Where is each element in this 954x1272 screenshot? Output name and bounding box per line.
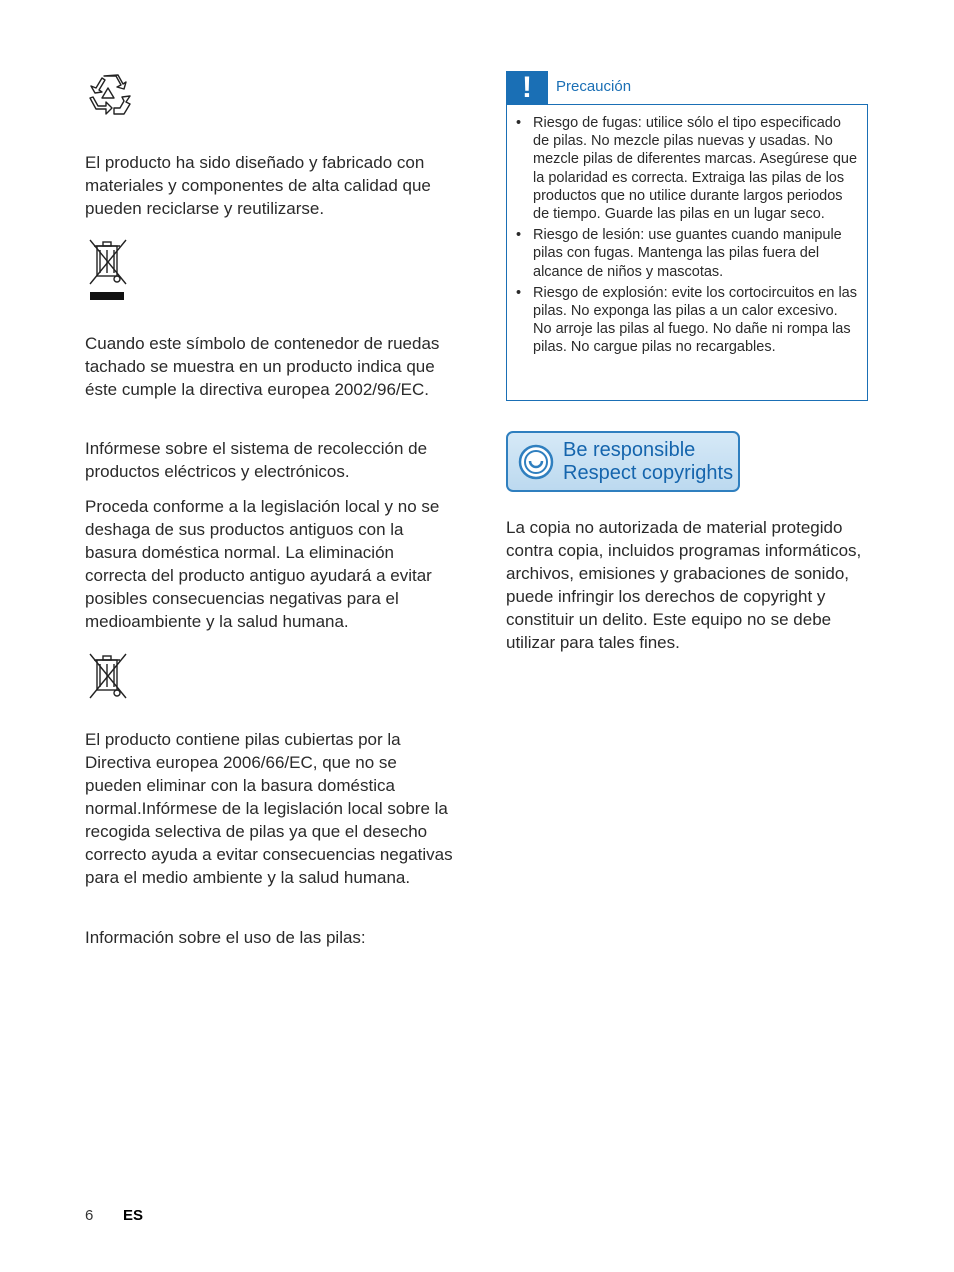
copyright-paragraph: La copia no autorizada de material protegido contra copia, incluidos programas informáticos, archivos, emisiones y grabaciones de sonido, puede infringir los derechos de copyright y constituir un delito. Este equipo no se debe utilizar para tales fines. — [506, 518, 862, 652]
recycle-paragraph: El producto ha sido diseñado y fabricado con materiales y componentes de alta calidad que pueden reciclarse y reutilizarse. — [85, 153, 431, 218]
recycle-icon — [86, 70, 134, 120]
collection-paragraph: Infórmese sobre el sistema de recolección de productos eléctricos y electrónicos. — [85, 439, 428, 481]
weee-paragraph: Cuando este símbolo de contenedor de ruedas tachado se muestra en un producto indica que éste cumple la directiva europea 2002/96/EC. — [85, 334, 440, 399]
disposal-paragraph: Proceda conforme a la legislación local y no se deshaga de sus productos antiguos con la basura doméstica normal. La eliminación correcta del producto antiguo ayudará a evitar posibles consecuencias negativas para el medioambiente y la salud humana. — [85, 497, 440, 631]
be-responsible-badge — [506, 431, 740, 492]
crossed-bin-icon — [86, 238, 130, 302]
page-number: 6 — [85, 1207, 94, 1224]
battery-paragraph: El producto contiene pilas cubiertas por la Directiva europea 2006/66/EC, que no se pueden eliminar con la basura doméstica normal.Infórmese de la legislación local sobre la recogida selectiva de pilas ya que el desecho correcto ayuda a evitar consecuencias negativas para el medio ambiente y la salud humana. — [85, 730, 453, 887]
caution-item-leak: • Riesgo de fugas: utilice sólo el tipo especificado de pilas. No mezcle pilas nuevas y usadas. No mezcle pilas de diferentes marcas. Asegúrese que la polaridad es correcta. Extraiga las pilas de los productos que no utilice durante largos periodos de tiempo. Guarde las pilas en un lugar seco. — [533, 114, 859, 223]
badge-line1: Be responsible — [563, 439, 696, 461]
caution-header — [506, 71, 870, 105]
caution-title: Precaución — [556, 78, 632, 95]
warning-icon: ! — [506, 71, 548, 104]
battery-info-heading: Información sobre el uso de las pilas: — [85, 928, 366, 947]
language-code: ES — [123, 1207, 144, 1224]
badge-logo-icon — [518, 444, 554, 480]
caution-item-explosion: • Riesgo de explosión: evite los cortocircuitos en las pilas. No exponga las pilas a un calor excesivo. No arroje las pilas al fuego. No dañe ni rompa las pilas. No cargue pilas no recargables. — [533, 284, 859, 357]
caution-item-injury: • Riesgo de lesión: use guantes cuando manipule pilas con fugas. Mantenga las pilas fuera del alcance de niños y mascotas. — [533, 226, 859, 281]
badge-text — [563, 439, 733, 485]
badge-line2: Respect copyrights — [563, 462, 734, 484]
caution-box — [506, 104, 868, 401]
caution-list — [507, 105, 867, 357]
crossed-bin-battery-icon — [86, 652, 130, 700]
